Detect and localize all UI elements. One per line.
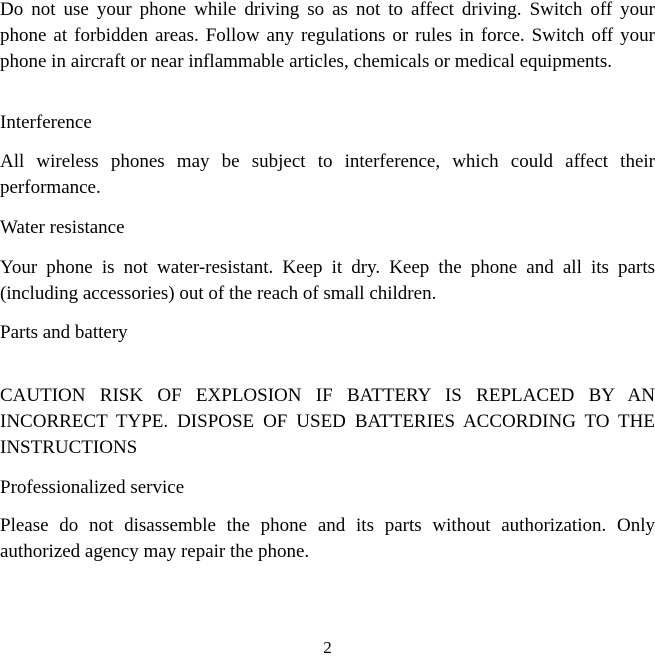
battery-caution-paragraph: CAUTION RISK OF EXPLOSION IF BATTERY IS REPLACED BY AN INCORRECT TYPE. DISPOSE OF USED BATTERIES ACCORDING TO THE INSTRUCTIONS: [0, 385, 655, 458]
interference-paragraph: All wireless phones may be subject to interference, which could affect their performance.: [0, 151, 655, 198]
water-resistance-paragraph: Your phone is not water-resistant. Keep it dry. Keep the phone and all its parts (including accessories) out of the reach of small children.: [0, 257, 655, 304]
parts-and-battery-heading: Parts and battery: [0, 322, 128, 343]
interference-heading: Interference: [0, 112, 92, 133]
professionalized-service-heading: Professionalized service: [0, 477, 185, 498]
water-resistance-heading: Water resistance: [0, 217, 125, 238]
professionalized-service-paragraph: Please do not disassemble the phone and its parts without authorization. Only authorized agency may repair the phone.: [0, 515, 655, 562]
driving-safety-paragraph: Do not use your phone while driving so as not to affect driving. Switch off your phone at forbidden areas. Follow any regulations or rules in force. Switch off your phone in aircraft or near inflammable articles, chemicals or medical equipments.: [0, 0, 655, 72]
page-number: 2: [323, 638, 332, 657]
